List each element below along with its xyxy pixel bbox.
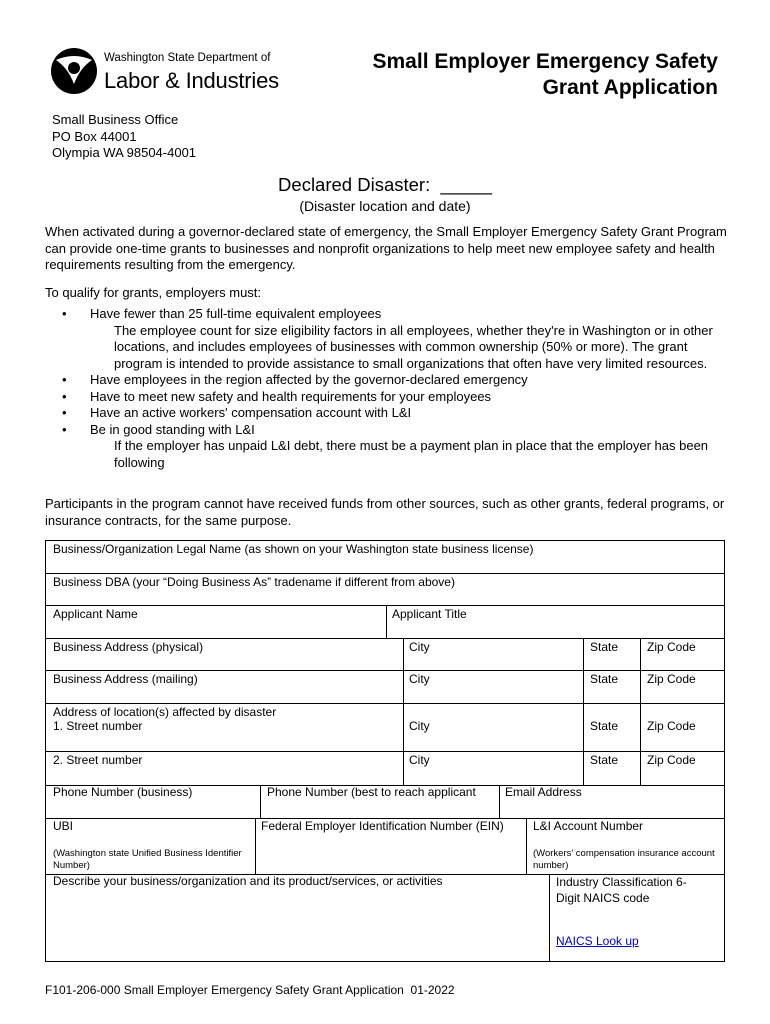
- lni-account-note: (Workers' compensation insurance account number): [533, 848, 715, 871]
- best-phone-field[interactable]: Phone Number (best to reach applicant: [267, 785, 476, 799]
- intro-paragraph: When activated during a governor-declared state of emergency, the Small Employer Emergency Safety Grant Program can provide one-time grants to businesses and nonprofit organizations to help meet new employee safety and health requirements resulting from the emergency.: [45, 224, 727, 272]
- declared-disaster-heading: Declared Disaster: _____: [278, 174, 492, 195]
- bullet-icon: •: [62, 388, 67, 404]
- fein-field[interactable]: Federal Employer Identification Number (EIN): [261, 819, 504, 833]
- title-line1: Small Employer Emergency Safety: [372, 50, 718, 73]
- agency-name-line1: Washington State Department of: [104, 52, 271, 64]
- lni-logo-icon: [50, 46, 98, 96]
- declared-disaster-subheading: (Disaster location and date): [299, 198, 471, 214]
- location1-state-field[interactable]: State: [590, 719, 619, 733]
- list-item: [62, 405, 730, 422]
- physical-city-field[interactable]: City: [409, 640, 430, 654]
- agency-logo: [50, 46, 280, 98]
- location2-street-field[interactable]: 2. Street number: [53, 753, 143, 767]
- list-item: [62, 422, 730, 472]
- naics-code-field[interactable]: Industry Classification 6-Digit NAICS code: [556, 875, 687, 905]
- lni-account-field[interactable]: L&I Account Number: [533, 819, 644, 833]
- bullet-icon: •: [62, 306, 67, 321]
- legal-name-field[interactable]: Business/Organization Legal Name (as shown on your Washington state business license): [53, 542, 534, 556]
- physical-zip-field[interactable]: Zip Code: [647, 640, 696, 654]
- applicant-title-field[interactable]: Applicant Title: [392, 607, 467, 621]
- qualification-list: [62, 306, 730, 471]
- physical-state-field[interactable]: State: [590, 640, 619, 654]
- email-field[interactable]: Email Address: [505, 785, 582, 799]
- office-line1: Small Business Office: [52, 112, 179, 127]
- mailing-state-field[interactable]: State: [590, 672, 619, 686]
- title-line2: Grant Application: [542, 76, 718, 99]
- bullet-icon: •: [62, 421, 67, 437]
- mailing-city-field[interactable]: City: [409, 672, 430, 686]
- participants-paragraph: Participants in the program cannot have received funds from other sources, such as other grants, federal programs, or insurance contracts, for the same purpose.: [45, 496, 725, 528]
- list-item: [62, 372, 730, 389]
- naics-lookup-link[interactable]: NAICS Look up: [556, 934, 639, 948]
- page-title: [373, 49, 719, 101]
- list-item: [62, 306, 730, 372]
- office-line2: PO Box 44001: [52, 128, 137, 144]
- location2-city-field[interactable]: City: [409, 753, 430, 767]
- location2-state-field[interactable]: State: [590, 753, 619, 767]
- bullet-subtext: If the employer has unpaid L&I debt, there must be a payment plan in place that the employer has been following: [114, 438, 709, 470]
- ubi-note: (Washington state Unified Business Identifier Number): [53, 848, 242, 871]
- location1-street-field[interactable]: 1. Street number: [53, 719, 143, 733]
- office-address: [52, 112, 196, 162]
- bullet-text: Have to meet new safety and health requirements for your employees: [90, 388, 492, 404]
- location1-city-field[interactable]: City: [409, 719, 430, 733]
- bullet-text: Have employees in the region affected by the governor-declared emergency: [90, 372, 528, 387]
- ubi-field[interactable]: UBI: [53, 819, 74, 833]
- office-line3: Olympia WA 98504-4001: [52, 145, 197, 160]
- bullet-text: Have fewer than 25 full-time equivalent employees: [90, 306, 382, 321]
- mailing-address-field[interactable]: Business Address (mailing): [53, 672, 198, 686]
- applicant-name-field[interactable]: Applicant Name: [53, 607, 138, 621]
- bullet-icon: •: [62, 372, 67, 387]
- dba-field[interactable]: Business DBA (your “Doing Business As” tradename if different from above): [53, 575, 455, 589]
- bullet-icon: •: [62, 405, 67, 420]
- application-form: [45, 540, 725, 962]
- physical-address-field[interactable]: Business Address (physical): [53, 640, 204, 654]
- form-footer: F101-206-000 Small Employer Emergency Safety Grant Application 01-2022: [45, 983, 455, 997]
- location1-zip-field[interactable]: Zip Code: [647, 719, 696, 733]
- bullet-subtext: The employee count for size eligibility factors in all employees, whether they're in Washington or in other locations, and includes employees of businesses with common ownership (50% or more). The grant program is intended to provide assistance to small organizations that often have very limited resources.: [114, 322, 713, 371]
- locations-heading: Address of location(s) affected by disaster: [53, 705, 277, 719]
- list-item: [62, 389, 730, 406]
- qualify-heading: To qualify for grants, employers must:: [45, 285, 262, 300]
- bullet-text: Be in good standing with L&I: [90, 421, 255, 437]
- agency-name-line2: Labor & Industries: [104, 68, 279, 93]
- bullet-text: Have an active workers' compensation account with L&I: [90, 405, 412, 420]
- business-phone-field[interactable]: Phone Number (business): [53, 785, 193, 799]
- location2-zip-field[interactable]: Zip Code: [647, 753, 696, 767]
- describe-business-field[interactable]: Describe your business/organization and its product/services, or activities: [53, 874, 443, 888]
- mailing-zip-field[interactable]: Zip Code: [647, 672, 696, 686]
